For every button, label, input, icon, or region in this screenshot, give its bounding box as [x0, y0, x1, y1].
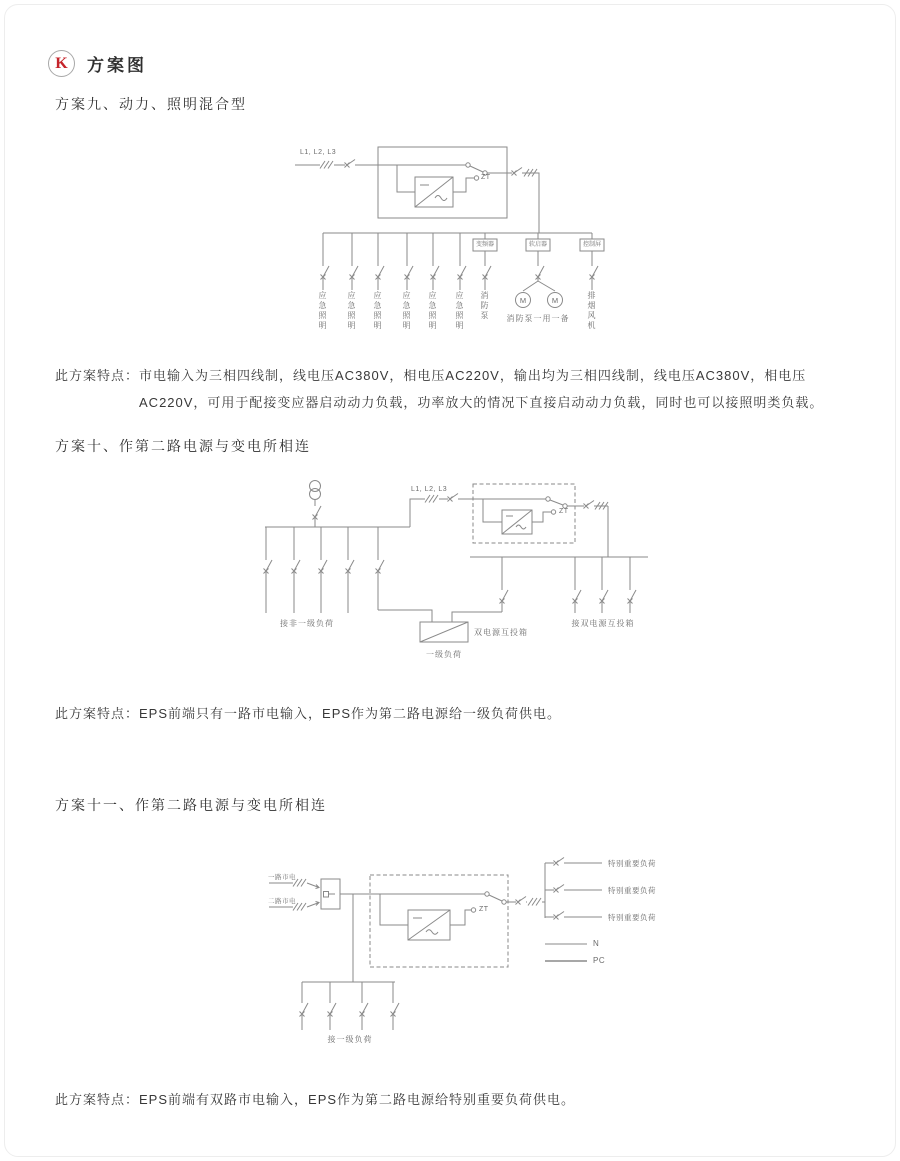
heading-scheme-10: 方案十、作第二路电源与变电所相连 [55, 438, 311, 454]
smoke-fan-label: 排烟风机 [587, 291, 596, 331]
phase-input-label: L1, L2, L3 [411, 486, 448, 493]
zt-label: ZT [559, 508, 569, 515]
mains-2-label: 二路市电 [268, 898, 296, 905]
important-load-label: 特别重要负荷 [608, 886, 656, 895]
important-load-label: 特别重要负荷 [608, 859, 656, 868]
neutral-line-label: N [593, 939, 600, 948]
zt-label: ZT [481, 174, 491, 181]
scheme-10-note [55, 700, 867, 727]
soft-starter-box-label: 软启器 [528, 242, 547, 248]
scheme-11-diagram [255, 855, 690, 1050]
note-text: EPS前端只有一路市电输入，EPS作为第二路电源给一级负荷供电。 [139, 706, 562, 721]
heading-scheme-11: 方案十一、作第二路电源与变电所相连 [55, 797, 327, 813]
motor-m-label: M [519, 295, 527, 305]
emergency-lighting-label: 应急照明 [373, 291, 382, 331]
primary-load-label: 接一级负荷 [327, 1035, 373, 1044]
page-title: 方案图 [87, 56, 147, 75]
page-header [48, 50, 147, 77]
section-k-icon: K [48, 50, 75, 77]
control-panel-box-label: 控制屏 [582, 242, 601, 248]
note-label: 此方案特点： [55, 368, 140, 383]
to-transfer-box-label: 接双电源互投箱 [571, 619, 635, 628]
emergency-lighting-label: 应急照明 [347, 291, 356, 331]
note-text: 市电输入为三相四线制，线电压AC380V，相电压AC220V，输出均为三相四线制，线电压AC380V，相电压 AC220V，可用于配接变应器启动动力负载，功率放大的情况下直接启动动力负载，同时也可以接照明类负载。 [139, 368, 824, 410]
mains-1-label: 一路市电 [268, 874, 296, 881]
emergency-lighting-label: 应急照明 [455, 291, 464, 331]
non-primary-load-label: 接非一级负荷 [280, 619, 334, 628]
primary-load-label: 一级负荷 [426, 650, 462, 659]
dual-pump-label: 消防泵一用一备 [506, 314, 570, 323]
emergency-lighting-label: 应急照明 [318, 291, 327, 331]
transfer-box-label: 双电源互投箱 [474, 628, 528, 637]
note-label: 此方案特点： [55, 706, 140, 721]
scheme-9-note [55, 362, 867, 416]
important-load-label: 特别重要负荷 [608, 913, 656, 922]
emergency-lighting-label: 应急照明 [428, 291, 437, 331]
scheme-10-diagram [255, 470, 655, 670]
emergency-lighting-label: 应急照明 [402, 291, 411, 331]
note-text: EPS前端有双路市电输入，EPS作为第二路电源给特别重要负荷供电。 [139, 1092, 576, 1107]
note-label: 此方案特点： [55, 1092, 140, 1107]
motor-m-label: M [551, 295, 559, 305]
scheme-11-note [55, 1086, 867, 1113]
heading-scheme-9: 方案九、动力、照明混合型 [55, 96, 247, 112]
pc-line-label: PC [593, 956, 606, 965]
vfd-box-label: 变频器 [475, 242, 494, 248]
eps-dashed-box [370, 875, 508, 967]
scheme-9-diagram [290, 140, 635, 340]
fire-pump-label: 消防泵 [480, 291, 489, 321]
scheme-10-circuit-svg [255, 470, 655, 670]
zt-label: ZT [479, 906, 489, 913]
phase-input-label: L1, L2, L3 [300, 149, 337, 156]
